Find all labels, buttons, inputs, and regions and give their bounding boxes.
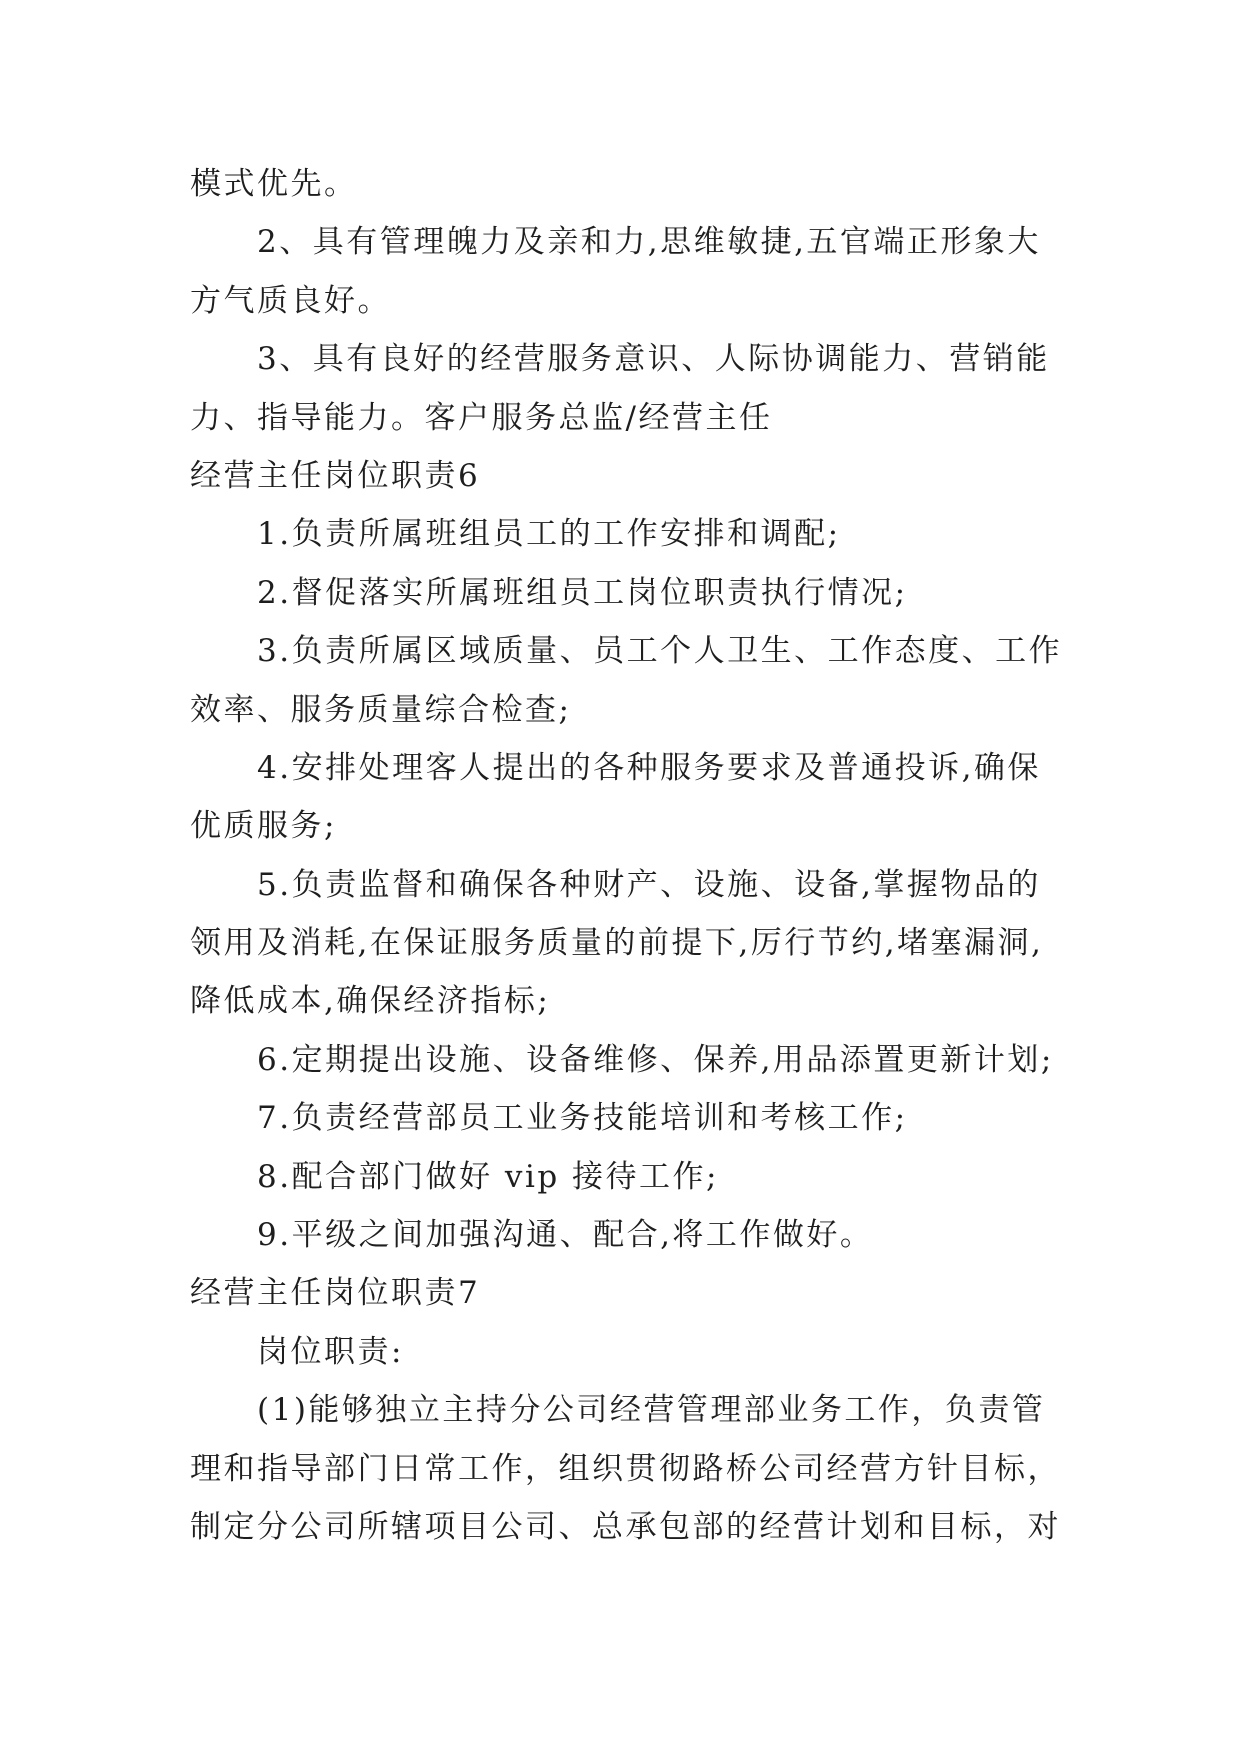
text-line: 模式优先。	[190, 166, 358, 202]
paragraph-first-line: 2、具有管理魄力及亲和力,思维敏捷,五官端正形象大	[257, 224, 1041, 261]
text-line: 方气质良好。	[190, 282, 391, 319]
text-line: 理和指导部门日常工作，组织贯彻路桥公司经营方针目标，	[190, 1450, 1061, 1487]
text-line: 优质服务;	[190, 808, 337, 845]
text-line: 降低成本,确保经济指标;	[190, 983, 551, 1020]
text-line: 制定分公司所辖项目公司、总承包部的经营计划和目标，对	[190, 1508, 1061, 1545]
list-item: 8.配合部门做好 vip 接待工作;	[257, 1158, 720, 1195]
paragraph-first-line: 3、具有良好的经营服务意识、人际协调能力、营销能	[257, 341, 1050, 378]
list-item: 4.安排处理客人提出的各种服务要求及普通投诉,确保	[257, 749, 1041, 786]
list-item: 2.督促落实所属班组员工岗位职责执行情况;	[257, 574, 908, 611]
section-heading: 经营主任岗位职责6	[190, 457, 481, 494]
text-line: 效率、服务质量综合检查;	[190, 691, 572, 728]
list-item: (1)能够独立主持分公司经营管理部业务工作，负责管	[257, 1392, 1046, 1429]
list-item: 9.平级之间加强沟通、配合,将工作做好。	[257, 1217, 874, 1254]
section-heading: 经营主任岗位职责7	[190, 1275, 481, 1312]
list-item: 1.负责所属班组员工的工作安排和调配;	[257, 516, 841, 553]
list-item: 6.定期提出设施、设备维修、保养,用品添置更新计划;	[257, 1041, 1054, 1078]
text-line: 领用及消耗,在保证服务质量的前提下,厉行节约,堵塞漏洞,	[190, 925, 1044, 962]
subsection-label: 岗位职责:	[257, 1333, 404, 1370]
list-item: 3.负责所属区域质量、员工个人卫生、工作态度、工作	[257, 633, 1063, 670]
list-item: 5.负责监督和确保各种财产、设施、设备,掌握物品的	[257, 866, 1041, 903]
document-body	[190, 155, 1070, 1556]
list-item: 7.负责经营部员工业务技能培训和考核工作;	[257, 1100, 908, 1137]
text-line: 力、指导能力。客户服务总监/经营主任	[190, 399, 773, 436]
